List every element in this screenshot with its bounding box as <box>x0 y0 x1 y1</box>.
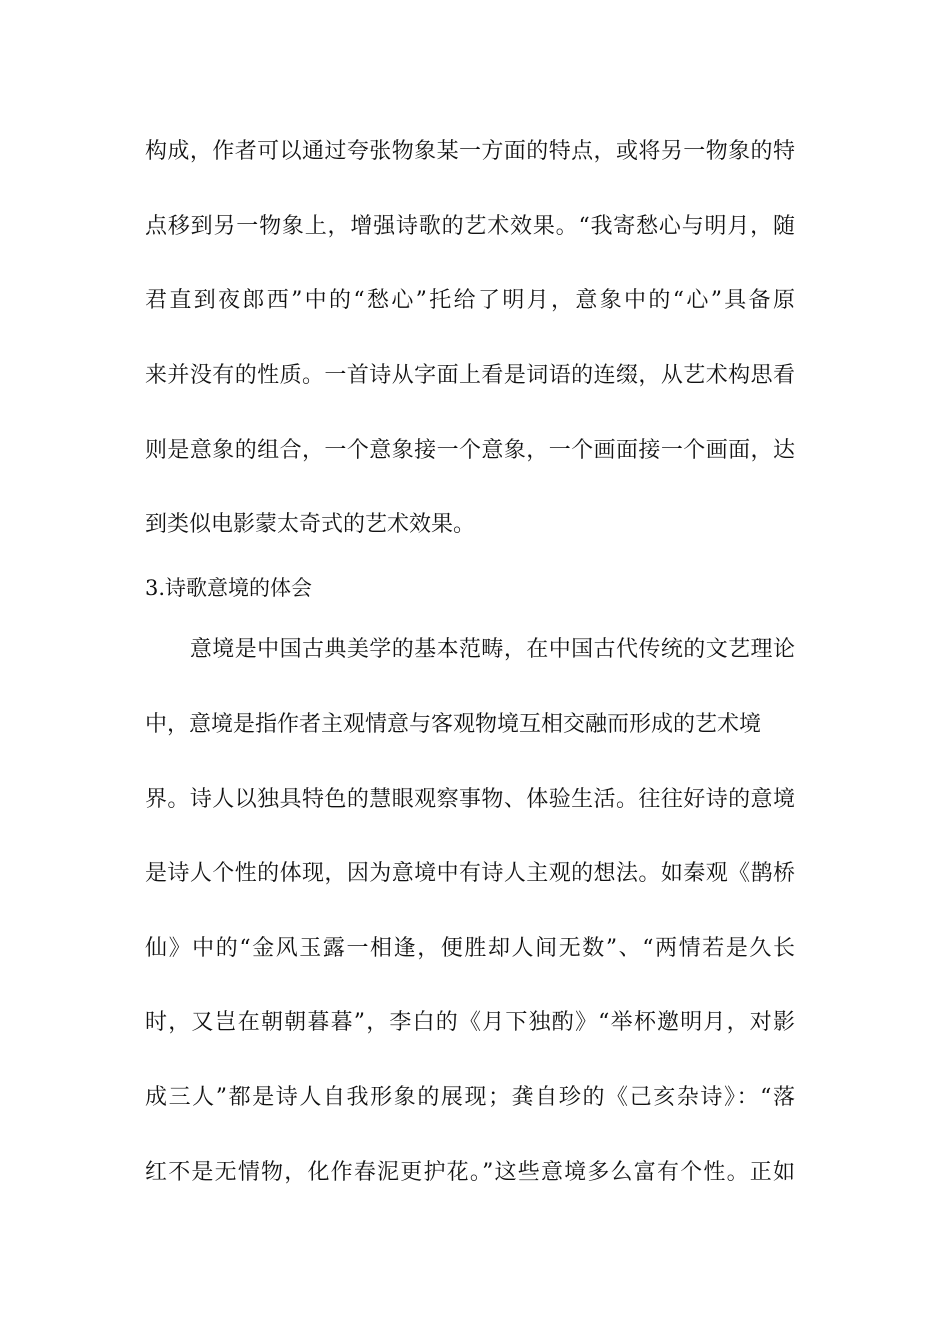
paragraph-line: 点移到另一物象上，增强诗歌的艺术效果。“我寄愁心与明月，随 <box>145 214 795 239</box>
paragraph-line: 到类似电影蒙太奇式的艺术效果。 <box>145 512 476 537</box>
paragraph-line: 来并没有的性质。一首诗从字面上看是词语的连缀，从艺术构思看 <box>145 363 795 388</box>
paragraph-line: 意境是中国古典美学的基本范畴，在中国古代传统的文艺理论 <box>145 637 795 662</box>
paragraph-line: 则是意象的组合，一个意象接一个意象，一个画面接一个画面，达 <box>145 438 795 463</box>
paragraph-line: 仙》中的“金风玉露一相逢，便胜却人间无数”、“两情若是久长 <box>145 936 795 961</box>
paragraph-line: 中，意境是指作者主观情意与客观物境互相交融而形成的艺术境 <box>145 712 762 737</box>
paragraph-line: 时，又岂在朝朝暮暮”，李白的《月下独酌》“举杯邀明月，对影 <box>145 1010 795 1035</box>
section-heading: 3.诗歌意境的体会 <box>145 576 313 600</box>
paragraph-line: 红不是无情物，化作春泥更护花。”这些意境多么富有个性。正如 <box>145 1160 795 1185</box>
paragraph-line: 构成，作者可以通过夸张物象某一方面的特点，或将另一物象的特 <box>145 139 795 164</box>
paragraph-line: 君直到夜郎西”中的“愁心”托给了明月，意象中的“心”具备原 <box>145 288 795 313</box>
paragraph-line: 成三人”都是诗人自我形象的展现；龚自珍的《己亥杂诗》：“落 <box>145 1085 795 1110</box>
paragraph-line: 是诗人个性的体现，因为意境中有诗人主观的想法。如秦观《鹊桥 <box>145 861 795 886</box>
paragraph-line: 界。诗人以独具特色的慧眼观察事物、体验生活。往往好诗的意境 <box>145 787 795 812</box>
